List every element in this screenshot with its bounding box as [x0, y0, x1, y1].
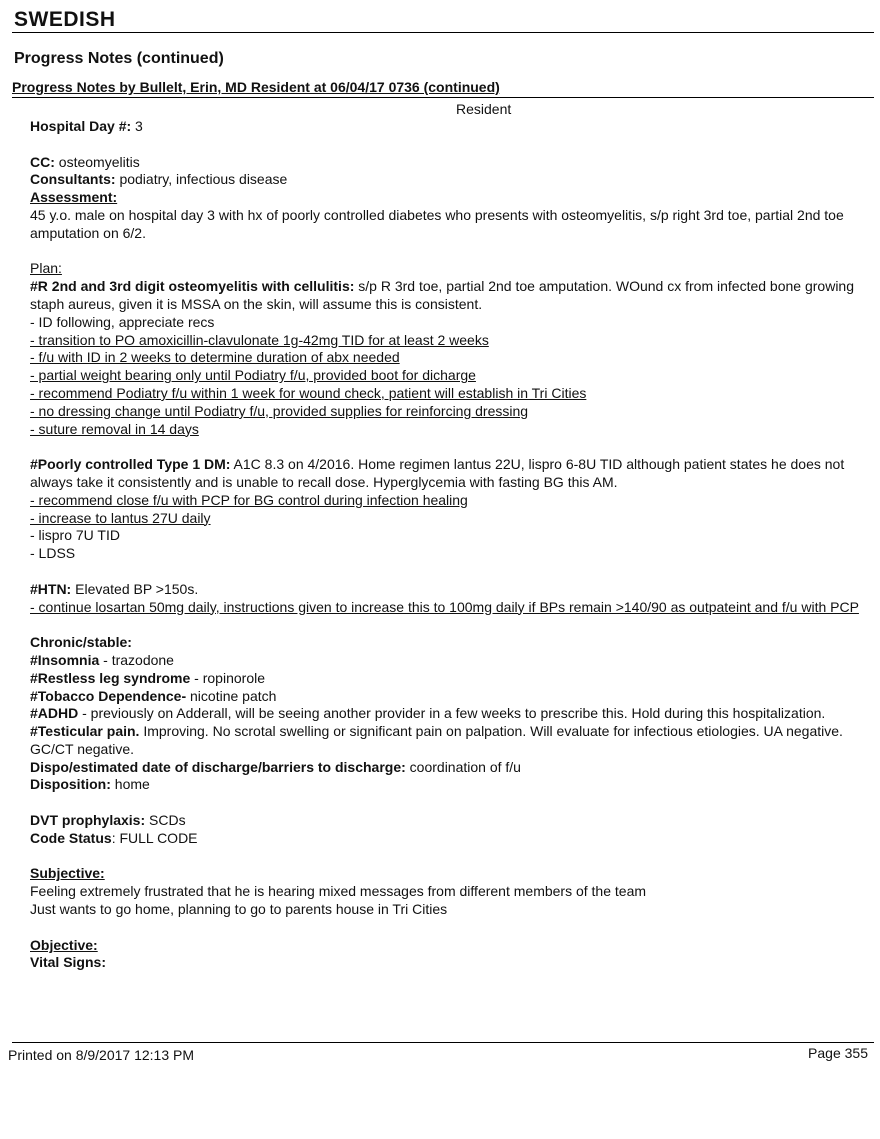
problem-htn: [30, 581, 860, 599]
page-number: Page 355: [808, 1045, 868, 1061]
problem-diabetes: [30, 456, 860, 492]
note-body: [30, 118, 860, 972]
author-role: Resident: [456, 101, 512, 117]
insomnia-label: #Insomnia: [30, 651, 100, 668]
testicular-label: #Testicular pain.: [30, 723, 140, 740]
hospital-day: [30, 118, 860, 136]
problem1-text: s/p R 3rd toe, partial 2nd toe amputation. WOund cx from infected bone growing staph aureus, given it is MSSA on the skin, will assume this is consistent.: [30, 278, 854, 312]
organization-logo: SWEDISH: [14, 8, 116, 31]
assessment-text: 45 y.o. male on hospital day 3 with hx of poorly controlled diabetes who presents with osteomyelitis, s/p right 3rd toe, partial 2nd toe amputation on 6/2.: [30, 206, 844, 241]
chief-complaint: [30, 154, 860, 172]
subjective-line: Just wants to go home, planning to go to parents house in Tri Cities: [30, 901, 448, 918]
objective-heading: Objective:: [30, 936, 98, 953]
adhd-label: #ADHD: [30, 705, 79, 722]
plan-item: - lispro 7U TID: [30, 527, 120, 544]
assessment-heading: Assessment:: [30, 189, 118, 206]
dvt-value: SCDs: [145, 812, 186, 829]
problem3-text: Elevated BP >150s.: [71, 580, 199, 597]
note-author-line: Progress Notes by Bullelt, Erin, MD Resident at 06/04/17 0736 (continued): [12, 79, 500, 95]
plan-item: - no dressing change until Podiatry f/u, provided supplies for reinforcing dressing: [30, 402, 529, 419]
rls-label: #Restless leg syndrome: [30, 669, 191, 686]
plan-item: - transition to PO amoxicillin-clavulonate 1g-42mg TID for at least 2 weeks: [30, 331, 489, 348]
subjective-heading: Subjective:: [30, 865, 105, 882]
problem1-heading: #R 2nd and 3rd digit osteomyelitis with cellulitis:: [30, 278, 355, 295]
dispo-value: coordination of f/u: [405, 758, 521, 775]
tobacco-value: nicotine patch: [186, 687, 277, 704]
dispo-barriers: [30, 759, 860, 777]
problem2-heading: #Poorly controlled Type 1 DM:: [30, 456, 231, 473]
plan-item: - continue losartan 50mg daily, instructions given to increase this to 100mg daily if BPs remain >140/90 as outpateint and f/u with PCP: [30, 598, 859, 615]
tobacco: [30, 688, 860, 706]
cc-label: CC:: [30, 153, 55, 170]
document-title: Progress Notes (continued): [14, 50, 224, 67]
problem3-heading: #HTN:: [30, 580, 72, 597]
plan-heading: Plan:: [30, 260, 62, 277]
dispo-label: Dispo/estimated date of discharge/barriers to discharge:: [30, 758, 406, 775]
code-status: [30, 830, 860, 848]
adhd: [30, 705, 860, 723]
consultants: [30, 171, 860, 189]
problem-osteomyelitis: [30, 278, 860, 314]
plan-item: - LDSS: [30, 545, 76, 562]
vital-signs-label: Vital Signs:: [30, 954, 106, 971]
printed-timestamp: Printed on 8/9/2017 12:13 PM: [8, 1047, 195, 1063]
plan-item: - ID following, appreciate recs: [30, 313, 215, 330]
cc-value: osteomyelitis: [54, 153, 140, 170]
subjective-line: Feeling extremely frustrated that he is hearing mixed messages from different members of the team: [30, 883, 647, 900]
testicular-value: Improving. No scrotal swelling or significant pain on palpation. Will evaluate for infectious etiologies. UA negative. GC/CT negative.: [30, 723, 843, 757]
hospital-day-label: Hospital Day #:: [30, 118, 132, 134]
problem2-text: A1C 8.3 on 4/2016. Home regimen lantus 22U, lispro 6-8U TID although patient states he does not always take it consistently and is unable to recall dose. Hyperglycemia with fasting BG this AM.: [30, 456, 845, 490]
plan-item: - recommend Podiatry f/u within 1 week for wound check, patient will establish in Tri Cities: [30, 384, 587, 401]
testicular-pain: [30, 723, 860, 759]
code-label: Code Status: [30, 829, 112, 846]
disposition-label: Disposition:: [30, 776, 111, 793]
insomnia: [30, 652, 860, 670]
insomnia-value: - trazodone: [99, 651, 174, 668]
plan-item: - increase to lantus 27U daily: [30, 509, 211, 526]
hospital-day-value: 3: [131, 118, 143, 134]
header-rule: [12, 32, 874, 33]
disposition: [30, 776, 860, 794]
subtitle-rule: [12, 97, 874, 98]
plan-item: - partial weight bearing only until Podiatry f/u, provided boot for dicharge: [30, 367, 476, 384]
plan-item: - suture removal in 14 days: [30, 420, 199, 437]
footer-rule: [12, 1042, 874, 1043]
disposition-value: home: [110, 776, 150, 793]
tobacco-label: #Tobacco Dependence-: [30, 687, 187, 704]
plan-item: - f/u with ID in 2 weeks to determine duration of abx needed: [30, 349, 400, 366]
consultants-label: Consultants:: [30, 171, 116, 188]
plan-item: - recommend close f/u with PCP for BG control during infection healing: [30, 491, 468, 508]
restless-leg: [30, 670, 860, 688]
consultants-value: podiatry, infectious disease: [115, 171, 288, 188]
dvt-label: DVT prophylaxis:: [30, 812, 146, 829]
adhd-value: - previously on Adderall, will be seeing another provider in a few weeks to prescribe this. Hold during this hospitalization.: [78, 705, 826, 722]
code-value: : FULL CODE: [111, 829, 198, 846]
chronic-heading: Chronic/stable:: [30, 634, 132, 651]
dvt-prophylaxis: [30, 812, 860, 830]
rls-value: - ropinorole: [190, 669, 265, 686]
